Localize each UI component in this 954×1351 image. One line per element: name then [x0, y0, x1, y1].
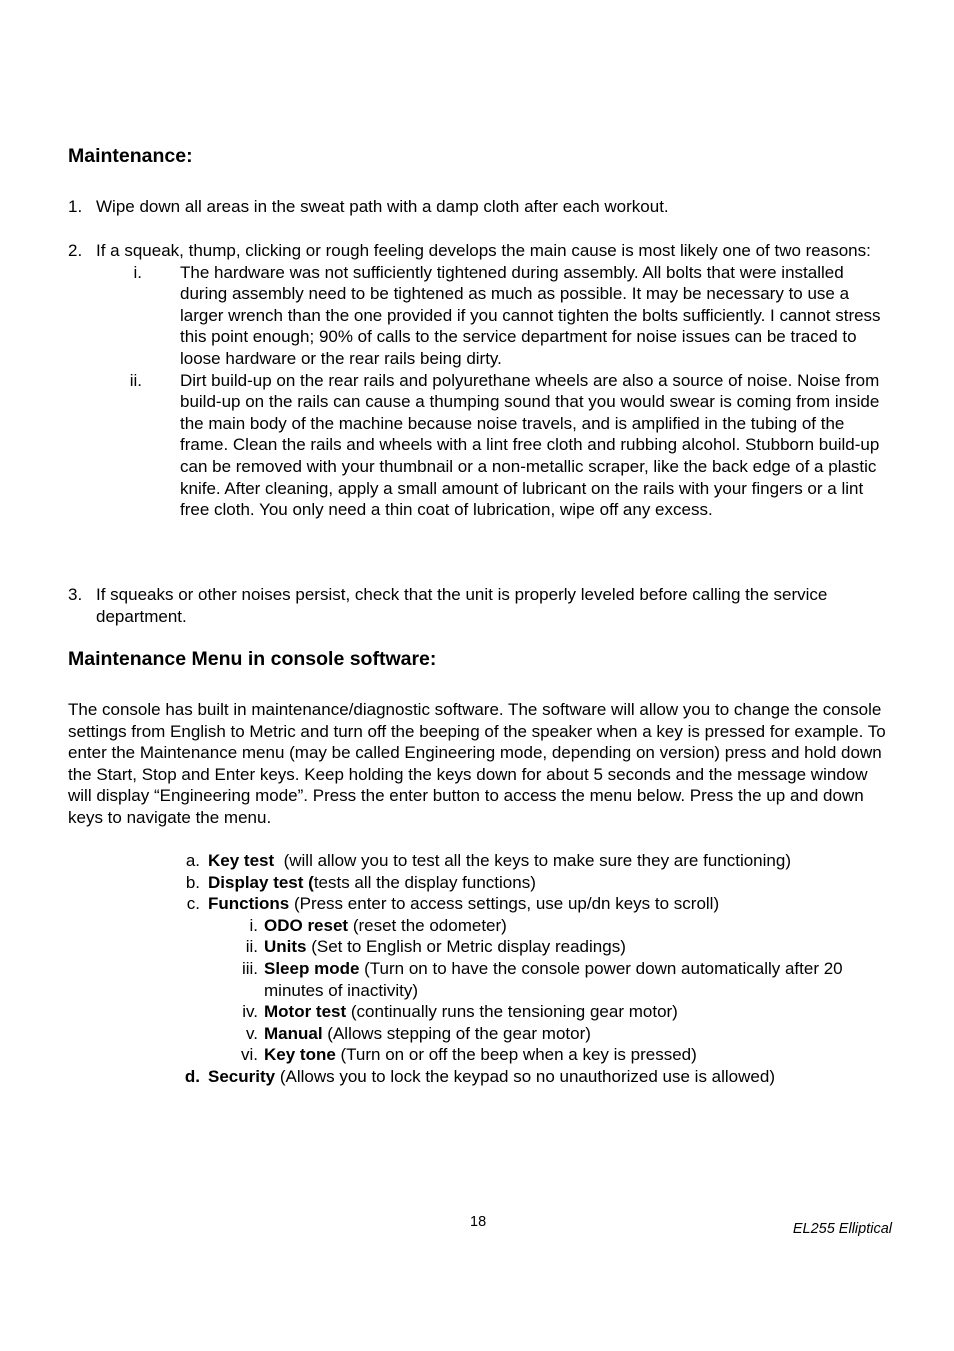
- list-item: [68, 958, 894, 1001]
- item-number: 1.: [68, 197, 83, 216]
- item-text: (Turn on or off the beep when a key is pressed): [335, 1045, 697, 1065]
- item-text: The hardware was not sufficiently tightened during assembly. All bolts that were installed during assembly need to be tightened as much as possible. It may be necessary to use a larger wrench than the one provided if you cannot tighten the bolts sufficiently. I cannot stress this point enough; 90% of calls to the service department for noise issues can be traced to loose hardware or the rear rails being dirty.: [180, 262, 881, 368]
- item-number: d.: [184, 1066, 200, 1086]
- item-number: 2.: [68, 241, 83, 260]
- item-text: (Allows stepping of the gear motor): [322, 1023, 591, 1043]
- item-number: iii.: [241, 958, 258, 978]
- list-item: [68, 1044, 894, 1066]
- item-label: Key test: [208, 851, 275, 870]
- list-item: [68, 1001, 894, 1023]
- list-item: [68, 584, 894, 627]
- list-item: [68, 915, 894, 937]
- list-item: [68, 850, 894, 872]
- item-text: (Turn on to have the console power down automatically after 20 minutes of inactivity): [264, 958, 843, 1000]
- item-text: Dirt build-up on the rear rails and polyurethane wheels are also a source of noise. Noise from build-up on the rails can cause a thumping sound that you would swear is coming from inside the main body of the machine because noise travels, and is amplified in the tubing of the frame. Clean the rails and wheels with a lint free cloth and rubbing alcohol. Stubborn build-up can be removed with your thumbnail or a non-metallic scraper, like the back edge of a plastic knife. After cleaning, apply a small amount of lubricant on the rails with your fingers or a lint free cloth. You only need a thin coat of lubrication, wipe off any excess.: [180, 370, 880, 520]
- item-number: i.: [133, 262, 142, 282]
- item-text: (Press enter to access settings, use up/dn keys to scroll): [289, 894, 720, 914]
- heading-maintenance-menu: Maintenance Menu in console software:: [68, 648, 437, 670]
- item-label: Functions: [208, 894, 290, 914]
- item-number: ii.: [129, 370, 142, 390]
- item-text: Wipe down all areas in the sweat path with a damp cloth after each workout.: [96, 197, 669, 216]
- item-label: Sleep mode: [264, 958, 360, 978]
- item-number: 3.: [68, 585, 83, 604]
- item-label: ODO reset: [264, 915, 349, 935]
- list-item: [68, 196, 894, 218]
- item-text: If a squeak, thump, clicking or rough feeling develops the main cause is most likely one of two reasons:: [96, 241, 871, 260]
- item-label: Units: [264, 937, 307, 957]
- list-item: [68, 240, 894, 521]
- list-item: [68, 262, 894, 370]
- reasons-list: [68, 262, 894, 521]
- item-number: vi.: [241, 1045, 258, 1065]
- item-text: (continually runs the tensioning gear motor): [346, 1002, 678, 1022]
- list-item: [68, 893, 894, 915]
- item-label: Security: [208, 1066, 276, 1086]
- item-number: ii.: [245, 937, 258, 957]
- document-title: EL255 Elliptical: [792, 1221, 892, 1237]
- item-number: a.: [185, 851, 200, 870]
- list-item: [68, 936, 894, 958]
- item-text: (reset the odometer): [348, 915, 507, 935]
- menu-list: [68, 850, 894, 1088]
- intro-paragraph: The console has built in maintenance/diagnostic software. The software will allow you to change the console settings from English to Metric and turn off the beeping of the speaker when a key is pressed for example. To enter the Maintenance menu (may be called Engineering mode, depending on version) press and hold down the Start, Stop and Enter keys. Keep holding the keys down for about 5 seconds and the message window will display “Engineering mode”. Press the enter button to access the menu below. Press the up and down keys to navigate the menu.: [68, 700, 886, 827]
- list-item: [68, 1066, 894, 1088]
- item-number: c.: [186, 894, 200, 914]
- item-text: (will allow you to test all the keys to make sure they are functioning): [274, 851, 791, 870]
- item-number: b.: [185, 872, 200, 892]
- item-number: i.: [249, 915, 258, 935]
- item-text: (Allows you to lock the keypad so no unauthorized use is allowed): [275, 1066, 775, 1086]
- item-label: Manual: [264, 1023, 323, 1043]
- page-number: 18: [470, 1214, 487, 1230]
- item-text: (Set to English or Metric display readings): [306, 937, 626, 957]
- item-label: Key tone: [264, 1045, 336, 1065]
- item-number: v.: [246, 1023, 258, 1043]
- item-number: iv.: [242, 1002, 258, 1022]
- item-label: Display test (: [208, 872, 314, 892]
- item-text: tests all the display functions): [313, 872, 536, 892]
- item-text: If squeaks or other noises persist, check that the unit is properly leveled before calling the service department.: [96, 585, 828, 626]
- list-item: [68, 1023, 894, 1045]
- list-item: [68, 370, 894, 521]
- heading-maintenance: Maintenance:: [68, 145, 193, 167]
- list-item: [68, 872, 894, 894]
- item-label: Motor test: [264, 1002, 347, 1022]
